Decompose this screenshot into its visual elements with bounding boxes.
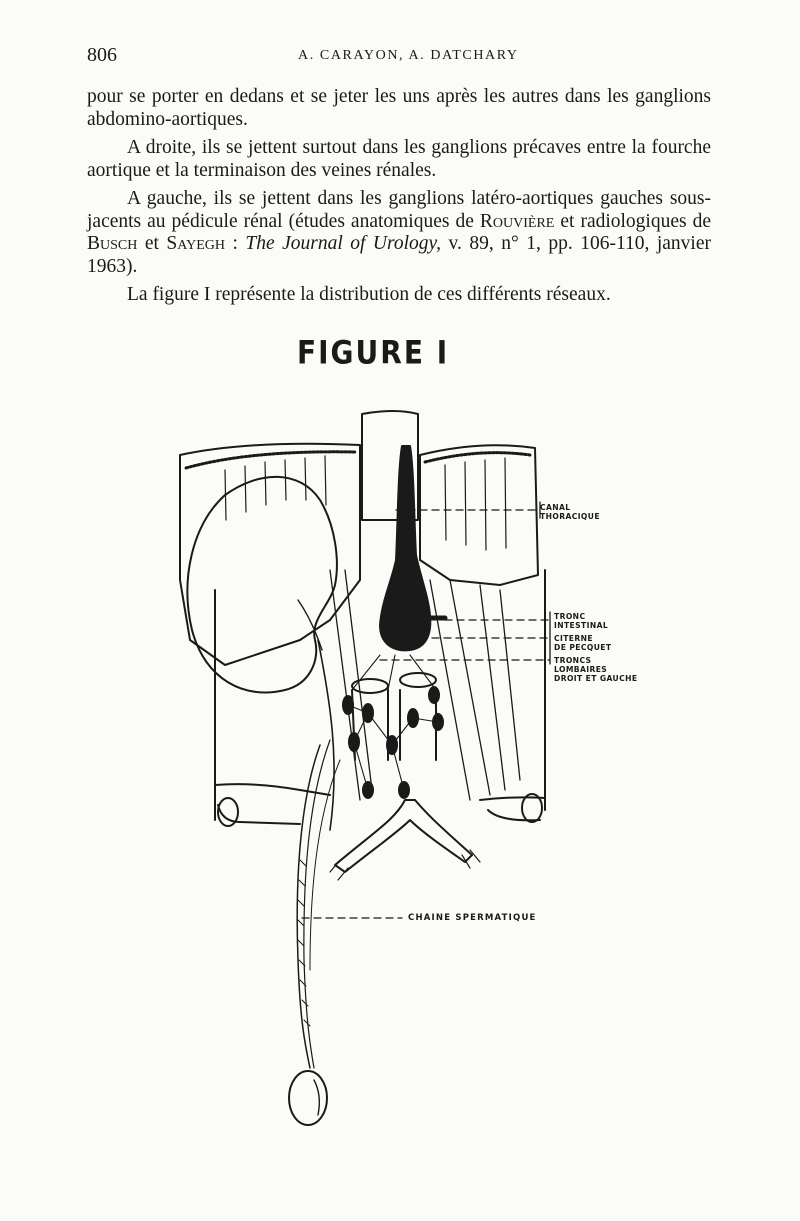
p3-part-a: A gauche, ils se jettent dans les ganglions latéro-aortiques gauches sous-jacents au pédicule rénal (études anatomiques de xyxy=(87,188,711,232)
label-canal-thoracique xyxy=(540,503,600,521)
testis xyxy=(289,1071,327,1125)
journal-title: The Journal of Urology, xyxy=(245,233,442,254)
p3-part-c: et xyxy=(137,233,167,254)
p3-part-d: : xyxy=(224,233,246,254)
label-troncs-line3: DROIT ET GAUCHE xyxy=(554,674,638,683)
paragraph-2: A droite, ils se jettent surtout dans les ganglions précaves entre la fourche aortique et la terminaison des veines rénales. xyxy=(87,137,711,181)
label-canal-line1: CANAL xyxy=(540,503,571,512)
pelvis-outline xyxy=(215,570,545,820)
author-sayegh: Sayegh xyxy=(166,233,225,254)
kidney xyxy=(187,477,336,693)
label-tronc-line2: INTESTINAL xyxy=(554,621,609,630)
label-tronc-line1: TRONC xyxy=(554,612,586,621)
label-troncs-lombaires xyxy=(554,656,637,683)
label-troncs-line1: TRONCS xyxy=(554,656,592,665)
p3-part-e: v. 89, n° 1, pp. 106-110, janvier 1963). xyxy=(87,233,712,277)
iliac-bifurcation xyxy=(335,800,472,872)
label-tronc-intestinal xyxy=(554,612,608,630)
label-citerne-line2: DE PECQUET xyxy=(554,643,612,652)
label-citerne-line1: CITERNE xyxy=(554,634,593,643)
paragraph-1: pour se porter en dedans et se jeter les uns après les autres dans les ganglions abdomino-aortiques. xyxy=(87,86,711,130)
page-number: 806 xyxy=(87,44,117,66)
label-canal-line2: THORACIQUE xyxy=(540,512,600,521)
paragraph-4: La figure I représente la distribution de ces différents réseaux. xyxy=(127,284,611,305)
label-troncs-line2: LOMBAIRES xyxy=(554,665,608,674)
label-citerne-pecquet xyxy=(554,634,611,652)
right-psoas-muscle xyxy=(420,445,538,585)
label-chaine-spermatique: CHAINE SPERMATIQUE xyxy=(408,913,537,923)
author-rouviere: Rouvière xyxy=(479,210,555,232)
running-head: A. CARAYON, A. DATCHARY xyxy=(298,48,519,63)
p3-part-b: et radiologiques de xyxy=(554,210,712,232)
author-busch: Busch xyxy=(87,233,138,254)
figure-title: FIGURE I xyxy=(297,333,450,372)
